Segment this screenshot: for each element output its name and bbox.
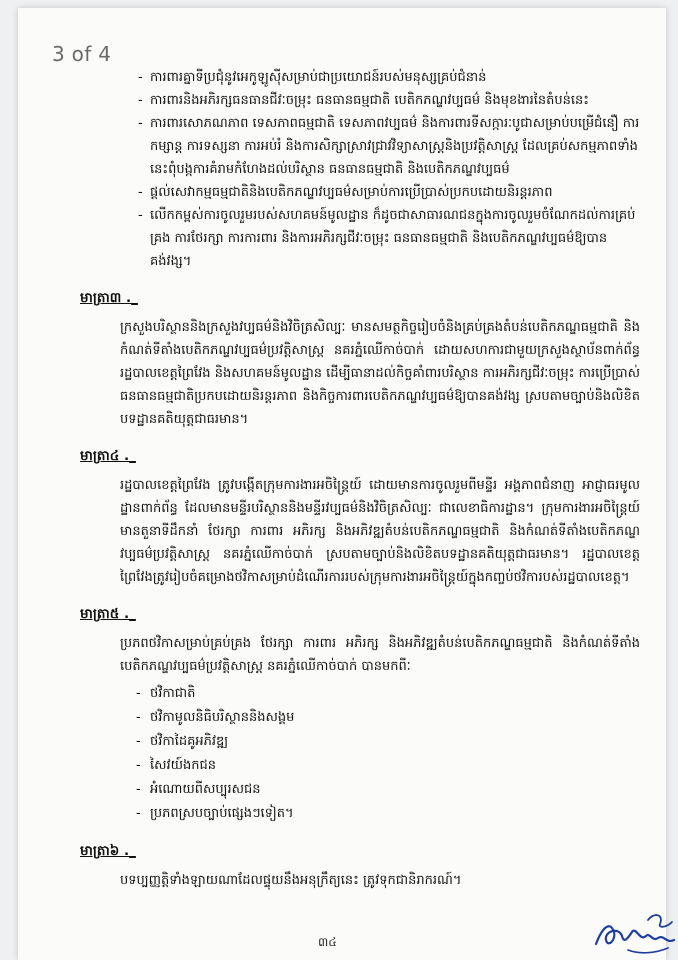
article-4-heading: មាត្រា៤ ._ xyxy=(80,448,136,464)
page-number: ៣៤ xyxy=(318,935,337,949)
list-item: - សៃវយ៍ងកជន xyxy=(136,754,640,778)
list-item: - អំណោយពីសប្បុរសជន xyxy=(136,778,640,802)
list-item: - លើកកម្ពស់ការចូលរួមរបស់សហគមន៍មូលដ្ឋាន ក៏ដូចជាសាធារណជនក្នុងការចូលរួមចំណែកដល់ការគ្រប់គ្រង ការថែរក្សា ការការពារ និងការអភិរក្សជីវៈចម្រុះ ធនធានធម្មជាតិ និងបេតិកភណ្ឌវប្បធម៌ឱ្យបានគង់វង្ស។ xyxy=(138,204,640,273)
funding-sources-list xyxy=(80,682,640,826)
list-item: - ការពារនិងអភិរក្សធនធានជីវៈចម្រុះ ធនធានធម្មជាតិ បេតិកភណ្ឌវប្បធម៌ និងមុខងារនៃតំបន់នេះ xyxy=(138,89,640,112)
article-5-heading: មាត្រា៥ ._ xyxy=(80,606,136,622)
objectives-list xyxy=(80,66,640,273)
document-page xyxy=(18,8,666,960)
list-item: - ប្រភពស្របច្បាប់ផ្សេងៗទៀត។ xyxy=(136,802,640,826)
list-item: - ផ្តល់សេវាកម្មធម្មជាតិនិងបេតិកភណ្ឌវប្បធម៌សម្រាប់ការប្រើប្រាស់ប្រកបដោយនិរន្តរភាព xyxy=(138,181,640,204)
article-3-text: ក្រសួងបរិស្ថាននិងក្រសួងវប្បធម៌និងវិចិត្រសិល្បៈ មានសមត្ថកិច្ចរៀបចំនិងគ្រប់គ្រងតំបន់បេតិកភណ្ឌធម្មជាតិ និងកំណត់ទីតាំងបេតិកភណ្ឌវប្បធម៌ប្រវត្តិសាស្ត្រ នគរភ្នំឈើកាច់បាក់ ដោយសហការជាមួយក្រសួងស្ថាប័នពាក់ព័ន្ធ រដ្ឋបាលខេត្តព្រៃវែង និងសហគមន៍មូលដ្ឋាន ដើម្បីធានាដល់កិច្ចគាំពារបរិស្ថាន ការអភិរក្សជីវៈចម្រុះ ការប្រើប្រាស់ធនធានធម្មជាតិប្រកបដោយនិរន្តរភាព និងកិច្ចការពារបេតិកភណ្ឌវប្បធម៌ឱ្យបានគង់វង្ស ស្របតាមច្បាប់និងលិខិតបទដ្ឋានគតិយុត្តជាធរមាន។ xyxy=(120,320,640,427)
page-content xyxy=(80,66,640,892)
page-counter: 3 of 4 xyxy=(52,42,112,66)
list-item: - ថវិកាដៃគូអភិវឌ្ឍ xyxy=(136,730,640,754)
list-item: - ការពារគ្នាទីប្រជុំនូវអេកូឡូស៊ីសម្រាប់ជាប្រយោជន៍របស់មនុស្សគ្រប់ជំនាន់ xyxy=(138,66,640,89)
list-item: - ការពារសោភណភាព ទេសភាពធម្មជាតិ ទេសភាពវប្បធម៌ និងការពារទីសក្ការៈបូជាសម្រាប់បម្រើជំនឿ ការកម្សាន្ត ការទស្សនា ការអប់រំ និងការសិក្សាស្រាវជ្រាវវិទ្យាសាស្ត្រនិងប្រវត្តិសាស្ត្រ ដែលគ្រប់សកម្មភាពទាំងនេះពុំបង្កការគំរាមកំហែងដល់បរិស្ថាន ធនធានធម្មជាតិ និងបេតិកភណ្ឌវប្បធម៌ xyxy=(138,112,640,181)
list-item: - ថវិកាមូលនិធិបរិស្ថាននិងសង្គម xyxy=(136,706,640,730)
article-4-text: រដ្ឋបាលខេត្តព្រៃវែង ត្រូវបង្កើតក្រុមការងារអចិន្ត្រៃយ៍ ដោយមានការចូលរួមពីមន្ទីរ អង្គភាពជំនាញ អាជ្ញាធរមូលដ្ឋានពាក់ព័ន្ធ ដែលមានមន្ទីរបរិស្ថាននិងមន្ទីរវប្បធម៌និងវិចិត្រសិល្បៈ ជាលេខាធិការដ្ឋាន។ ក្រុមការងារអចិន្ត្រៃយ៍មានតួនាទីដឹកនាំ ថែរក្សា ការពារ អភិរក្ស និងអភិវឌ្ឍតំបន់បេតិកភណ្ឌធម្មជាតិ និងកំណត់ទីតាំងបេតិកភណ្ឌវប្បធម៌ប្រវត្តិសាស្ត្រ នគរភ្នំឈើកាច់បាក់ ស្របតាមច្បាប់និងលិខិតបទដ្ឋានគតិយុត្តជាធរមាន។ រដ្ឋបាលខេត្តព្រៃវែងត្រូវរៀបចំគម្រោងថវិកាសម្រាប់ដំណើរការរបស់ក្រុមការងារអចិន្ត្រៃយ៍ក្នុងកញ្ចប់ថវិការបស់រដ្ឋបាលខេត្ត។ xyxy=(120,478,640,585)
article-6-heading: មាត្រា៦ ._ xyxy=(80,843,136,859)
list-item: - ថវិកាជាតិ xyxy=(136,682,640,706)
signature-initials xyxy=(588,898,678,960)
article-3-heading: មាត្រា៣ ._ xyxy=(80,290,138,306)
article-6-text: បទប្បញ្ញត្តិទាំងឡាយណាដែលផ្ទុយនឹងអនុក្រឹត្យនេះ ត្រូវទុកជានិរាករណ៍។ xyxy=(120,873,462,888)
article-5-text: ប្រភពថវិកាសម្រាប់គ្រប់គ្រង ថែរក្សា ការពារ អភិរក្ស និងអភិវឌ្ឍតំបន់បេតិកភណ្ឌធម្មជាតិ និងកំណត់ទីតាំងបេតិកភណ្ឌវប្បធម៌ប្រវត្តិសាស្ត្រ នគរភ្នំឈើកាច់បាក់ បានមកពីៈ xyxy=(120,636,640,674)
